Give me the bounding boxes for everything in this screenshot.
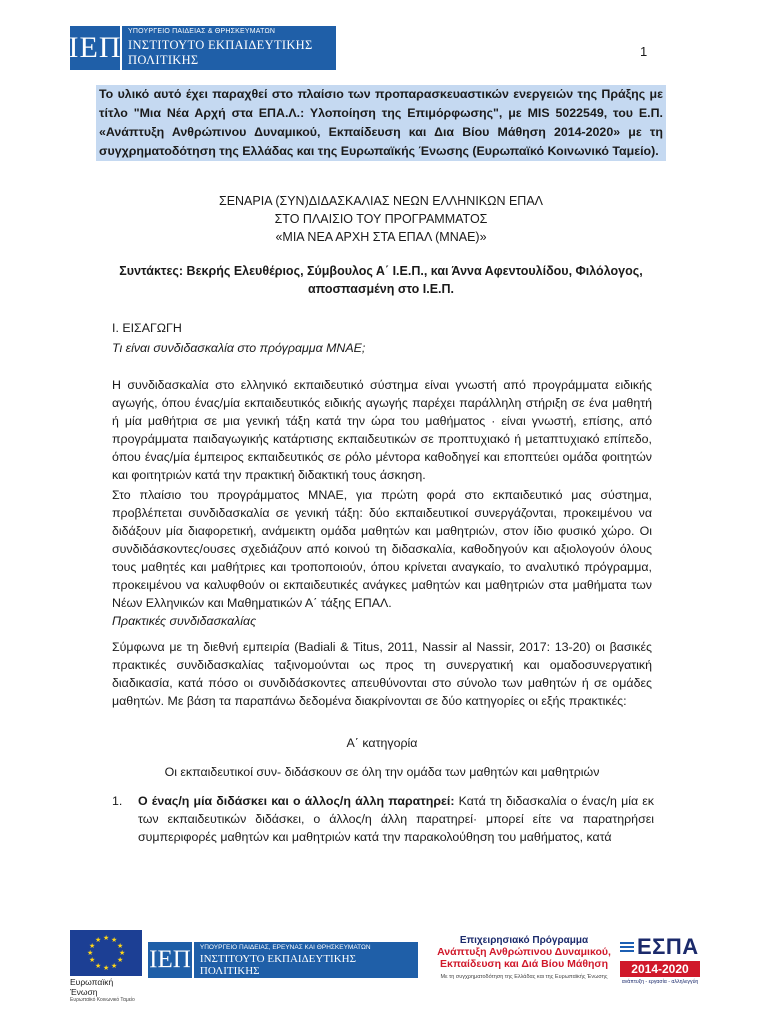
iep-header-logo [70,26,336,70]
espa-title: ΕΣΠΑ [637,934,699,959]
eu-caption: Ευρωπαϊκή Ένωση [70,977,114,997]
footer-ministry-name: ΥΠΟΥΡΓΕΙΟ ΠΑΙΔΕΙΑΣ, ΕΡΕΥΝΑΣ ΚΑΙ ΘΡΗΣΚΕΥΜΑΤΩΝ [199,943,371,951]
iep-footer-logo [148,942,418,978]
section-subheading: Τι είναι συνδιδασκαλία στο πρόγραμμα ΜΝΑΕ; [112,341,366,355]
eu-logo [70,930,142,1003]
category-a-heading: Α΄ κατηγορία [346,736,418,750]
op-name: Ανάπτυξη Ανθρώπινου Δυναμικού, Εκπαίδευση και Διά Βίου Μάθηση [437,946,611,970]
operational-programme-logo [432,935,616,980]
paragraph-2: Στο πλαίσιο του προγράμματος ΜΝΑΕ, για πρώτη φορά στο εκπαιδευτικό μας σύστημα, προβλέπεται συνδιδασκαλία σε γενική τάξη: δύο εκπαιδευτικοί συνεργάζονται, προκειμένου να διδάξουν μία διαφορετική, ανάμεικτη ομάδα μαθητών και μαθητριών, στον ίδιο φυσικό χώρο. Οι συνδιδάσκοντες/ουσες σχεδιάζουν από κοινού τη διδασκαλία, καθοδηγούν και αξιολογούν όλους τους μαθητές και μαθήτριες και τροποποιούν, όπου κρίνεται αναγκαίο, το αναλυτικό πρόγραμμα, προκειμένου να καλυφθούν οι εκπαιδευτικές ανάγκες μαθητών και μαθητριών στα μαθήματα των Νέων Ελληνικών και Μαθηματικών Α΄ τάξης ΕΠΑΛ. [112,488,652,610]
eu-subcaption: Ευρωπαϊκό Κοινωνικό Ταμείο [70,997,135,1003]
list-item-text: Κατά τη διδασκαλία ο ένας/η μία εκ των εκπαιδευτικών διδάσκει, ο άλλος/η άλλη παρατηρεί· μπορεί είτε να παρατηρήσει συμπεριφορές μαθητών και μαθητριών κατά την παρακολούθηση του μαθήματος, κατά [138,794,654,844]
footer-institute-name: ΙΝΣΤΙΤΟΥΤΟ ΕΚΠΑΙΔΕΥΤΙΚΗΣ ΠΟΛΙΤΙΚΗΣ [199,952,356,977]
title-line-3: «ΜΙΑ ΝΕΑ ΑΡΧΗ ΣΤΑ ΕΠΑΛ (ΜΝΑΕ)» [275,230,487,244]
paragraph-3: Σύμφωνα με τη διεθνή εμπειρία (Badiali & Titus, 2011, Nassir al Nassir, 2017: 13-20) οι βασικές πρακτικές συνδιδασκαλίας ταξινομούνται ως προς τη συνεργατική και ομαδοσυνεργατική διαδικασία, κατά πόσο οι συνδιδάσκοντες απευθύνονται στο σύνολο των μαθητών ή σε ομάδες μαθητών. Με βάση τα παραπάνω δεδομένα διακρίνονται σε δύο κατηγορίες οι εξής πρακτικές: [112,640,652,708]
iep-footer-logo-mark: ΙΕΠ [148,942,194,978]
eu-flag-icon: ★ ★ ★ ★ ★ ★ ★ ★ ★ ★ ★ ★ [70,930,142,976]
document-title [96,192,666,246]
list-item-number: 1. [112,794,123,808]
practices-subheading: Πρακτικές συνδιδασκαλίας [112,614,257,628]
paragraph-1: Η συνδιδασκαλία στο ελληνικό εκπαιδευτικό σύστημα είναι γνωστή από προγράμματα ειδικής αγωγής, όπου ένας/μία εκπαιδευτικός ειδικής αγωγής παρέχει παράλληλη στήριξη σε ένα μαθητή ή μία μαθήτρια σε μια γενική τάξη κατά την ώρα του μαθήματος · είναι γνωστή, επίσης, από προγράμματα παιδαγωγικής κατάρτισης εκπαιδευτικών σε προπτυχιακό ή μεταπτυχιακό επίπεδο, όπου ένας/μία έμπειρος εκπαιδευτικός σε ρόλο μέντορα καθοδηγεί και εποπτεύει ομάδα φοιτητών και φοιτητριών κατά την πρακτική διδακτική τους άσκηση. [112,378,652,482]
espa-years: 2014-2020 [620,961,700,977]
institute-name: ΙΝΣΤΙΤΟΥΤΟ ΕΚΠΑΙΔΕΥΤΙΚΗΣ ΠΟΛΙΤΙΚΗΣ [128,38,313,67]
list-item [112,792,654,846]
authors: Συντάκτες: Βεκρής Ελευθέριος, Σύμβουλος Α΄ Ι.Ε.Π., και Άννα Αφεντουλίδου, Φιλόλογος, αποσπασμένη στο Ι.Ε.Π. [119,264,643,296]
op-cofunding: Με τη συγχρηματοδότηση της Ελλάδας και της Ευρωπαϊκής Ένωσης [440,974,608,980]
title-line-1: ΣΕΝΑΡΙΑ (ΣΥΝ)ΔΙΔΑΣΚΑΛΙΑΣ ΝΕΩΝ ΕΛΛΗΝΙΚΩΝ ΕΠΑΛ [218,194,544,208]
op-title: Επιχειρησιακό Πρόγραμμα [459,935,589,946]
iep-logo-mark: ΙΕΠ [70,26,122,70]
ministry-name: ΥΠΟΥΡΓΕΙΟ ΠΑΙΔΕΙΑΣ & ΘΡΗΣΚΕΥΜΑΤΩΝ [128,28,276,35]
espa-logo [620,935,700,991]
category-a-subtitle: Οι εκπαιδευτικοί συν- διδάσκουν σε όλη την ομάδα των μαθητών και μαθητριών [164,765,600,779]
title-line-2: ΣΤΟ ΠΛΑΙΣΙΟ ΤΟΥ ΠΡΟΓΡΑΜΜΑΤΟΣ [274,212,488,226]
section-heading: Ι. ΕΙΣΑΓΩΓΗ [112,321,182,335]
funding-notice: Το υλικό αυτό έχει παραχθεί στο πλαίσιο των προπαρασκευαστικών ενεργειών της Πράξης με τίτλο "Μια Νέα Αρχή στα ΕΠΑ.Λ.: Υλοποίηση της Επιμόρφωσης", με MIS 5022549, του Ε.Π. «Ανάπτυξη Ανθρώπινου Δυναμικού, Εκπαίδευση και Δια Βίου Μάθηση 2014-2020» με τη συγχρηματοδότηση της Ελλάδας και της Ευρωπαϊκής Ένωσης (Ευρωπαϊκό Κοινωνικό Ταμείο). [96,85,666,161]
greek-flag-icon [620,942,634,952]
page-number: 1 [640,44,648,59]
list-item-lead: Ο ένας/η μία διδάσκει και ο άλλος/η άλλη παρατηρεί: [138,794,455,808]
espa-tagline: ανάπτυξη - εργασία - αλληλεγγύη [621,979,699,985]
